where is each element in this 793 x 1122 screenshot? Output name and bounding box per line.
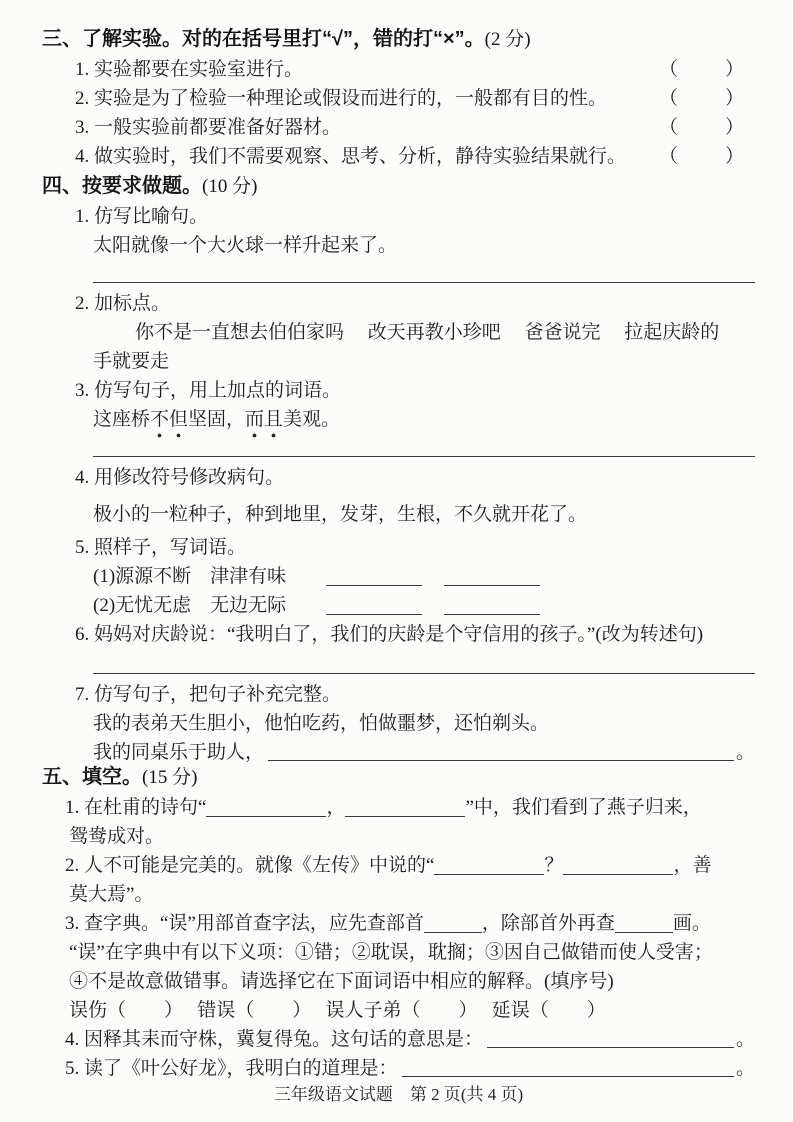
q5-1-line2: 鸳鸯成对。	[69, 826, 165, 847]
q4-3-label: 3. 仿写句子，用上加点的词语。	[75, 380, 342, 401]
comma: ，	[326, 797, 346, 818]
answer-line	[93, 673, 755, 674]
fill-blank	[345, 798, 465, 817]
section-3-heading	[42, 24, 755, 55]
fill-blank	[326, 596, 422, 615]
answer-bracket: （ ）	[658, 146, 747, 167]
sentence-segment: 1. 在杜甫的诗句“	[65, 797, 207, 818]
statement-text: 4. 做实验时，我们不需要观察、思考、分析，静待实验结果就行。	[75, 146, 627, 167]
answer-bracket: （ ）	[658, 88, 747, 109]
fill-blank	[444, 567, 540, 586]
sentence-segment: ，善	[673, 855, 712, 876]
q4-3-example-sentence	[93, 405, 755, 434]
word-examples: (2)无忧无虑 无边无际	[93, 595, 287, 616]
section-5-heading-text: 五、填空。	[42, 766, 142, 788]
q4-7-example-sentence: 我的表弟天生胆小，他怕吃药，怕做噩梦，还怕剃头。	[93, 713, 550, 734]
q5-3-answer-brackets-row: 误伤（ ） 错误（ ） 误人子弟（ ） 延误（ ）	[69, 1000, 606, 1021]
period: 。	[735, 1058, 755, 1079]
q4-5-row-2	[93, 591, 755, 620]
sentence-segment: 坚固，	[188, 409, 246, 430]
section-3-heading-text: 三、了解实验。对的在括号里打“√”，错的打“×”。	[42, 28, 485, 50]
emphasized-word: 不但	[150, 405, 188, 434]
section-fill-in-blanks	[42, 762, 755, 1083]
statement-text: 3. 一般实验前都要准备好器材。	[75, 117, 342, 138]
fill-blank	[444, 596, 540, 615]
q4-1-example-sentence: 太阳就像一个大火球一样升起来了。	[93, 235, 398, 256]
q5-3-line2: “误”在字典中有以下义项：①错；②耽误，耽搁；③因自己做错而使人受害；	[69, 942, 713, 963]
fill-blank	[402, 1058, 734, 1077]
sentence-segment: 美观。	[283, 409, 341, 430]
q4-6-label: 6. 妈妈对庆龄说：“我明白了，我们的庆龄是个守信用的孩子。”(改为转述句)	[75, 624, 704, 645]
period: 。	[735, 742, 755, 763]
q4-7-label: 7. 仿写句子，把句子补充完整。	[75, 684, 342, 705]
true-false-item-2	[75, 84, 755, 113]
q5-5-line	[65, 1054, 755, 1083]
true-false-item-3	[75, 113, 755, 142]
sentence-segment: 画。	[672, 913, 711, 934]
q5-2-line2: 莫大焉”。	[69, 884, 154, 905]
word-examples: (1)源源不断 津津有味	[93, 566, 287, 587]
sentence-starter: 4. 因释其耒而守株，冀复得兔。这句话的意思是：	[65, 1029, 484, 1050]
fill-blank	[487, 1029, 734, 1048]
section-5-score: (15 分)	[142, 767, 198, 788]
sentence-starter: 我的同桌乐于助人，	[93, 742, 265, 763]
sentence-segment: ，除部首外再查	[481, 913, 615, 934]
sentence-segment: 2. 人不可能是完美的。就像《左传》中说的“	[65, 855, 435, 876]
fill-blank	[424, 914, 482, 933]
question-mark: ？	[544, 855, 564, 876]
fill-blank	[434, 856, 544, 875]
q4-2-punctuation-exercise-line1: 你不是一直想去伯伯家吗 改天再教小珍吧 爸爸说完 拉起庆龄的	[135, 322, 720, 343]
true-false-item-1	[75, 55, 755, 84]
sentence-starter: 5. 读了《叶公好龙》，我明白的道理是：	[65, 1058, 398, 1079]
fill-blank	[563, 856, 673, 875]
q4-5-label: 5. 照样子，写词语。	[75, 537, 247, 558]
page-footer: 三年级语文试题 第 2 页(共 4 页)	[273, 1085, 524, 1104]
answer-bracket: （ ）	[658, 117, 747, 138]
fill-blank	[326, 567, 422, 586]
fill-blank	[206, 798, 326, 817]
q5-2-line1	[65, 851, 755, 880]
q4-5-row-1	[93, 562, 755, 591]
section-understand-experiment	[42, 24, 755, 171]
sentence-segment: 这座桥	[93, 409, 151, 430]
q4-4-faulty-sentence: 极小的一粒种子，种到地里，发芽，生根，不久就开花了。	[93, 504, 588, 525]
answer-bracket: （ ）	[658, 59, 747, 80]
fill-blank	[268, 742, 734, 761]
statement-text: 2. 实验是为了检验一种理论或假设而进行的，一般都有目的性。	[75, 88, 608, 109]
emphasized-word: 而且	[245, 405, 283, 434]
sentence-segment: ”中，我们看到了燕子归来，	[465, 797, 702, 818]
section-3-score: (2 分)	[484, 29, 531, 50]
q5-3-line3: ④不是故意做错事。请选择它在下面词语中相应的解释。(填序号)	[69, 971, 614, 992]
answer-line	[93, 282, 755, 283]
q5-4-line	[65, 1025, 755, 1054]
fill-blank	[615, 914, 673, 933]
section-4-heading	[42, 171, 755, 202]
answer-line	[93, 456, 755, 457]
q4-1-label: 1. 仿写比喻句。	[75, 206, 209, 227]
section-4-heading-text: 四、按要求做题。	[42, 175, 202, 197]
true-false-item-4	[75, 142, 755, 171]
sentence-segment: 3. 查字典。“误”用部首查字法，应先查部首	[65, 913, 424, 934]
section-do-as-required	[42, 171, 755, 767]
section-5-heading	[42, 762, 755, 793]
section-4-score: (10 分)	[202, 176, 258, 197]
q5-3-line1	[65, 909, 755, 938]
statement-text: 1. 实验都要在实验室进行。	[75, 59, 304, 80]
period: 。	[735, 1029, 755, 1050]
q4-2-label: 2. 加标点。	[75, 293, 171, 314]
q5-1-line1	[65, 793, 755, 822]
q4-4-label: 4. 用修改符号修改病句。	[75, 467, 285, 488]
q4-2-punctuation-exercise-line2: 手就要走	[93, 351, 170, 372]
